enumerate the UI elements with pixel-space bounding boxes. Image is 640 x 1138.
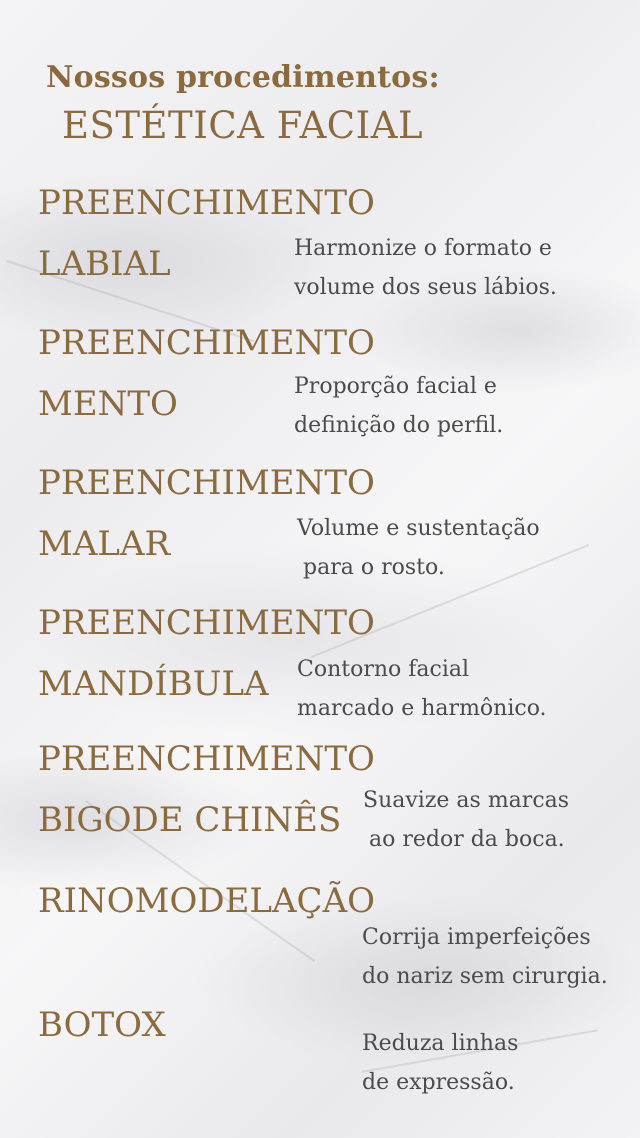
procedure-description — [362, 1024, 518, 1102]
description-line2: de expressão. — [362, 1070, 515, 1095]
description-line2: definição do perfil. — [294, 413, 504, 438]
procedure-bigode-chines — [38, 739, 418, 840]
procedure-name-line2: BIGODE CHINÊS — [38, 800, 342, 840]
page-title: ESTÉTICA FACIAL — [62, 104, 424, 147]
procedure-name-line1: PREENCHIMENTO — [38, 323, 375, 363]
procedure-name-line1: PREENCHIMENTO — [38, 603, 375, 643]
procedure-name-line1: PREENCHIMENTO — [38, 463, 375, 503]
description-line1: Proporção facial e — [294, 374, 497, 399]
description-line1: Contorno facial — [297, 657, 470, 682]
procedure-name-line1: PREENCHIMENTO — [38, 739, 375, 779]
procedure-description — [297, 650, 547, 728]
procedure-description — [297, 509, 540, 587]
procedure-name-line1: PREENCHIMENTO — [38, 183, 375, 223]
description-line1: Harmonize o formato e — [294, 236, 552, 261]
description-line2: ao redor da boca. — [369, 827, 565, 852]
procedure-description — [363, 781, 569, 859]
procedure-name-line1: BOTOX — [38, 1005, 166, 1045]
procedure-rinomodelacao — [38, 881, 418, 921]
description-line1: Suavize as marcas — [363, 788, 570, 813]
procedure-botox — [38, 1005, 418, 1045]
header-subtitle: Nossos procedimentos: — [46, 60, 440, 95]
procedure-description — [294, 367, 503, 445]
description-line2: volume dos seus lábios. — [294, 275, 557, 300]
description-line2: marcado e harmônico. — [297, 696, 547, 721]
description-line1: Corrija imperfeições — [362, 925, 591, 950]
description-line2: do nariz sem cirurgia. — [362, 964, 608, 989]
procedure-description — [362, 918, 608, 996]
procedure-name-line2: MENTO — [38, 384, 178, 424]
description-line2: para o rosto. — [303, 555, 445, 580]
procedure-name-line2: MALAR — [38, 524, 171, 564]
description-line1: Volume e sustentação — [297, 516, 540, 541]
description-line1: Reduza linhas — [362, 1031, 519, 1056]
procedure-name-line2: LABIAL — [38, 244, 171, 284]
procedure-name-line2: MANDÍBULA — [38, 664, 269, 704]
procedure-description — [294, 229, 557, 307]
procedure-name-line1: RINOMODELAÇÃO — [38, 881, 375, 921]
